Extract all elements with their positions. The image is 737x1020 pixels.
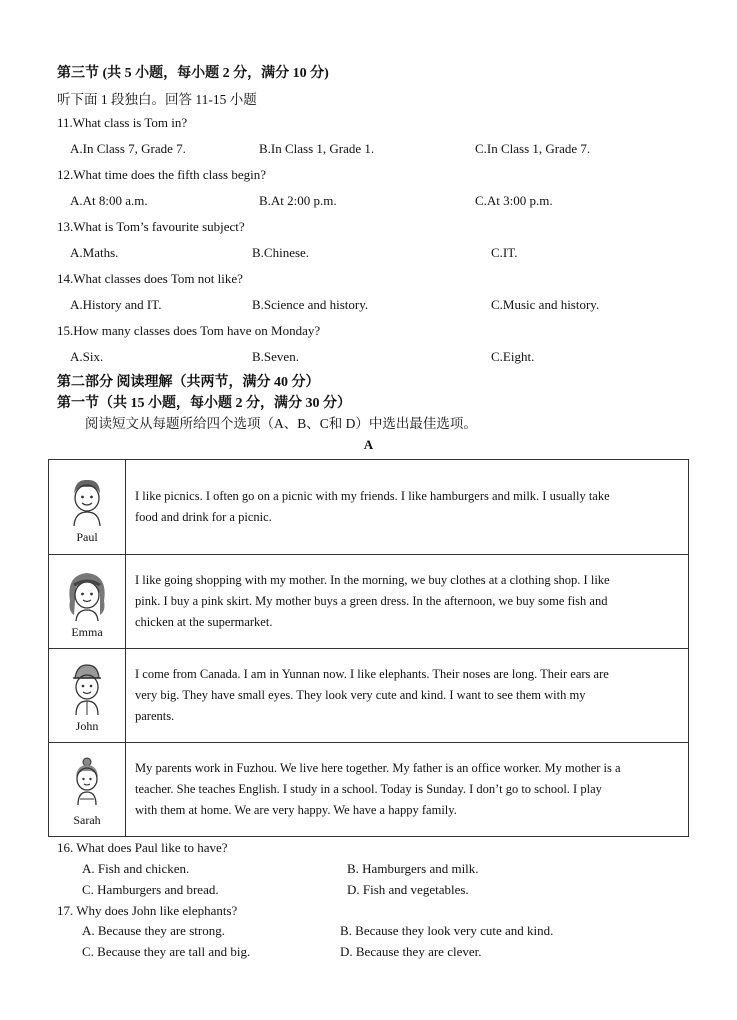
part2-heading: 第二部分 阅读理解（共两节，满分 40 分） bbox=[57, 375, 320, 390]
section3-heading: 第三节 (共 5 小题，每小题 2 分，满分 10 分) bbox=[57, 66, 329, 81]
q17-option-a: A. Because they are strong. bbox=[82, 923, 225, 938]
question-17: 17. Why does John like elephants? bbox=[57, 903, 238, 918]
q15-option-a: A.Six. bbox=[70, 349, 104, 364]
table-row bbox=[49, 460, 689, 555]
person-cell-emma bbox=[49, 555, 126, 649]
paul-text-line: I like picnics. I often go on a picnic with my friends. I like hamburgers and milk. I usually take bbox=[135, 489, 610, 503]
q16-option-a: A. Fish and chicken. bbox=[82, 861, 190, 876]
person-name-john: John bbox=[75, 719, 99, 733]
sarah-text-line: My parents work in Fuzhou. We live here together. My father is an office worker. My mother is a bbox=[135, 761, 621, 775]
q14-option-c: C.Music and history. bbox=[491, 297, 600, 312]
question-16: 16. What does Paul like to have? bbox=[57, 840, 228, 855]
q14-option-b: B.Science and history. bbox=[252, 297, 369, 312]
question-13: 13.What is Tom’s favourite subject? bbox=[57, 219, 245, 234]
boy-cap-avatar-icon bbox=[67, 661, 107, 717]
question-12: 12.What time does the fifth class begin? bbox=[57, 167, 267, 182]
question-15: 15.How many classes does Tom have on Monday? bbox=[57, 323, 321, 338]
person-text-sarah bbox=[126, 743, 689, 837]
emma-text-line: chicken at the supermarket. bbox=[135, 615, 273, 629]
table-row bbox=[49, 555, 689, 649]
q12-option-b: B.At 2:00 p.m. bbox=[259, 193, 337, 208]
person-cell-sarah bbox=[49, 743, 126, 837]
q13-option-a: A.Maths. bbox=[70, 245, 119, 260]
q16-option-d: D. Fish and vegetables. bbox=[347, 882, 469, 897]
john-text-line: very big. They have small eyes. They look very cute and kind. I want to see them with my bbox=[135, 688, 586, 702]
girl-avatar-icon bbox=[62, 567, 112, 623]
john-text-line: parents. bbox=[135, 709, 175, 723]
paul-text-line: food and drink for a picnic. bbox=[135, 510, 272, 524]
passage-label: A bbox=[363, 437, 374, 452]
q17-option-b: B. Because they look very cute and kind. bbox=[340, 923, 554, 938]
part2-section1-heading: 第一节（共 15 小题，每小题 2 分，满分 30 分） bbox=[57, 396, 351, 411]
sarah-text-line: teacher. She teaches English. I study in a school. Today is Sunday. I don’t go to school. I play bbox=[135, 782, 602, 796]
q11-option-a: A.In Class 7, Grade 7. bbox=[70, 141, 186, 156]
person-cell-john bbox=[49, 649, 126, 743]
q16-option-b: B. Hamburgers and milk. bbox=[347, 861, 479, 876]
boy-avatar-icon bbox=[65, 474, 109, 528]
q16-option-c: C. Hamburgers and bread. bbox=[82, 882, 219, 897]
john-text-line: I come from Canada. I am in Yunnan now. I like elephants. Their noses are long. Their ears are bbox=[135, 667, 609, 681]
person-text-paul bbox=[126, 460, 689, 555]
q13-option-b: B.Chinese. bbox=[252, 245, 310, 260]
sarah-text-line: with them at home. We are very happy. We have a happy family. bbox=[135, 803, 457, 817]
section3-instruction: 听下面 1 段独白。回答 11-15 小题 bbox=[57, 92, 257, 107]
q11-option-b: B.In Class 1, Grade 1. bbox=[259, 141, 375, 156]
q12-option-a: A.At 8:00 a.m. bbox=[70, 193, 148, 208]
question-11: 11.What class is Tom in? bbox=[57, 115, 188, 130]
q12-option-c: C.At 3:00 p.m. bbox=[475, 193, 553, 208]
q11-option-c: C.In Class 1, Grade 7. bbox=[475, 141, 591, 156]
q15-option-b: B.Seven. bbox=[252, 349, 299, 364]
table-row bbox=[49, 743, 689, 837]
person-text-john bbox=[126, 649, 689, 743]
q17-option-c: C. Because they are tall and big. bbox=[82, 944, 251, 959]
q15-option-c: C.Eight. bbox=[491, 349, 535, 364]
table-row bbox=[49, 649, 689, 743]
q17-option-d: D. Because they are clever. bbox=[340, 944, 482, 959]
person-cell-paul bbox=[49, 460, 126, 555]
person-name-paul: Paul bbox=[76, 529, 98, 544]
emma-text-line: pink. I buy a pink skirt. My mother buys a green dress. In the afternoon, we buy some fish and bbox=[135, 594, 608, 608]
girl-bun-avatar-icon bbox=[67, 755, 107, 811]
q14-option-a: A.History and IT. bbox=[70, 297, 162, 312]
question-14: 14.What classes does Tom not like? bbox=[57, 271, 243, 286]
reading-instruction: 阅读短文从每题所给四个选项（A、B、C和 D）中选出最佳选项。 bbox=[85, 416, 477, 431]
person-name-emma: Emma bbox=[71, 625, 103, 639]
passage-a-table bbox=[48, 459, 689, 837]
person-name-sarah: Sarah bbox=[73, 813, 101, 827]
person-text-emma bbox=[126, 555, 689, 649]
q13-option-c: C.IT. bbox=[491, 245, 518, 260]
emma-text-line: I like going shopping with my mother. In the morning, we buy clothes at a clothing shop. I like bbox=[135, 573, 610, 587]
